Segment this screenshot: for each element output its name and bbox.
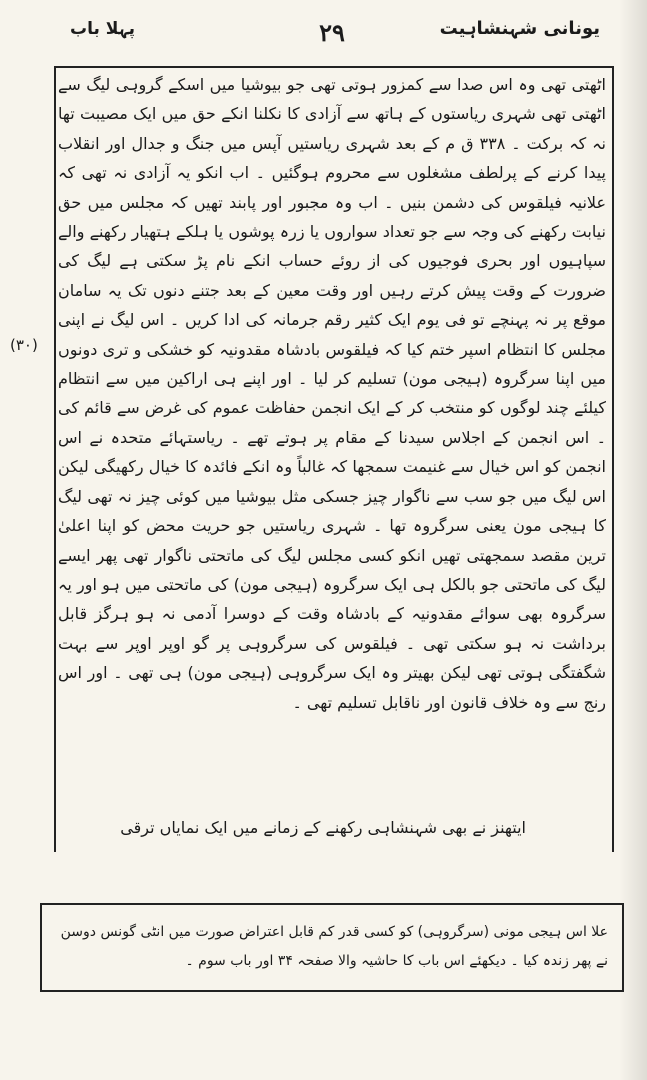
running-title: یونانی شہنشاہیت <box>439 18 600 39</box>
page-header <box>70 18 600 52</box>
margin-note: (۳۰) <box>10 336 38 354</box>
paragraph-start: ایتھنز نے بھی شہنشاہی رکھنے کے زمانے میں ایک نمایاں ترقی <box>120 818 526 837</box>
page-number: ۲۹ <box>319 18 345 47</box>
footnote: علا اس ہیجی مونی (سرگروہی) کو کسی قدر کم قابل اعتراض صورت میں انٹی گونس دوسن نے پھر زندہ کیا ۔ دیکھئے اس باب کا حاشیہ والا صفحہ ۳۴ اور باب سوم ۔ <box>60 924 608 969</box>
chapter-label: پہلا باب <box>70 19 136 39</box>
paragraph: اٹھتی تھی وہ اس صدا سے کمزور ہوتی تھی جو بیوشیا میں اسکے گروہی لیگ سے اٹھتی تھی شہری ریاستوں کے ہاتھ سے آزادی کا نکلنا انکے حق میں ایک مصیبت تھا نہ کہ برکت ۔ ۳۳۸ ق م کے بعد شہری ریاستیں آپس میں جنگ و جدال اور انقلاب پیدا کرنے کے پرلطف مشغلوں سے محروم ہوگئیں ۔ اب انکو یہ آزادی نہ تھی کہ علانیہ فیلقوس کی دشمن بنیں ۔ اب وہ مجبور اور پابند تھیں کہ مجلس میں حق نیابت رکھنے کی وجہ سے جو تعداد سواروں یا زرہ پوشوں یا ہلکے ہتھیار رکھنے والے سپاہیوں اور بحری فوجیوں کی از روئے حساب انکے نام پڑ سکتی ہے لیگ کی ضرورت کے وقت پیش کرتے رہیں اور وقت معین کے بعد جتنے دنوں تک یہ سامان موقع پر نہ پہنچے تو فی یوم ایک کثیر رقم جرمانہ کی ادا کریں ۔ اس لیگ نے اپنی مجلس کا انتظام اسپر ختم کیا کہ فیلقوس بادشاہ مقدونیہ کو خشکی و تری دونوں میں اپنا سرگروہ (ہیجی مون) تسلیم کر لیا ۔ اور اپنے ہی اراکین میں سے انتظام کیلئے چند لوگوں کو منتخب کر کے ایک انجمن حفاظت عموم کی غرض سے قائم کی ۔ اس انجمن کے اجلاس سیدنا کے مقام پر ہوتے تھے ۔ ریاستہائے متحدہ نے اس انجمن کو اس خیال سے غنیمت سمجھا کہ غالباً وہ انکے فائدہ کا خیال رکھیگی لیکن اس لیگ میں جو سب سے ناگوار چیز جسکی مثل بیوشیا میں کوئی چیز نہ تھی لیگ کا ہیجی مون یعنی سرگروہ تھا ۔ شہری ریاستیں جو حریت محض کو اپنا اعلیٰ ترین مقصد سمجھتی تھیں انکو کسی مجلس لیگ کی ماتحتی ناگوار تھی پھر ایسے لیگ کی ماتحتی جو بالکل ہی ایک سرگروہ (ہیجی مون) کی ماتحتی میں ہو اور یہ سرگروہ بھی سوائے مقدونیہ کے بادشاہ وقت کے دوسرا آدمی نہ ہو ہرگز قابل برداشت نہ ہو سکتی تھی ۔ فیلقوس کی سرگروہی پر گو اوپر اوپر سے بہت شگفتگی ہوتی تھی لیکن بھیتر وہ ایک سرگروہی (ہیجی مون) ہی تھی ۔ اور اس رنج سے وہ خلاف قانون اور ناقابل تسلیم تھی ۔ <box>58 75 606 712</box>
body-text <box>58 70 606 717</box>
